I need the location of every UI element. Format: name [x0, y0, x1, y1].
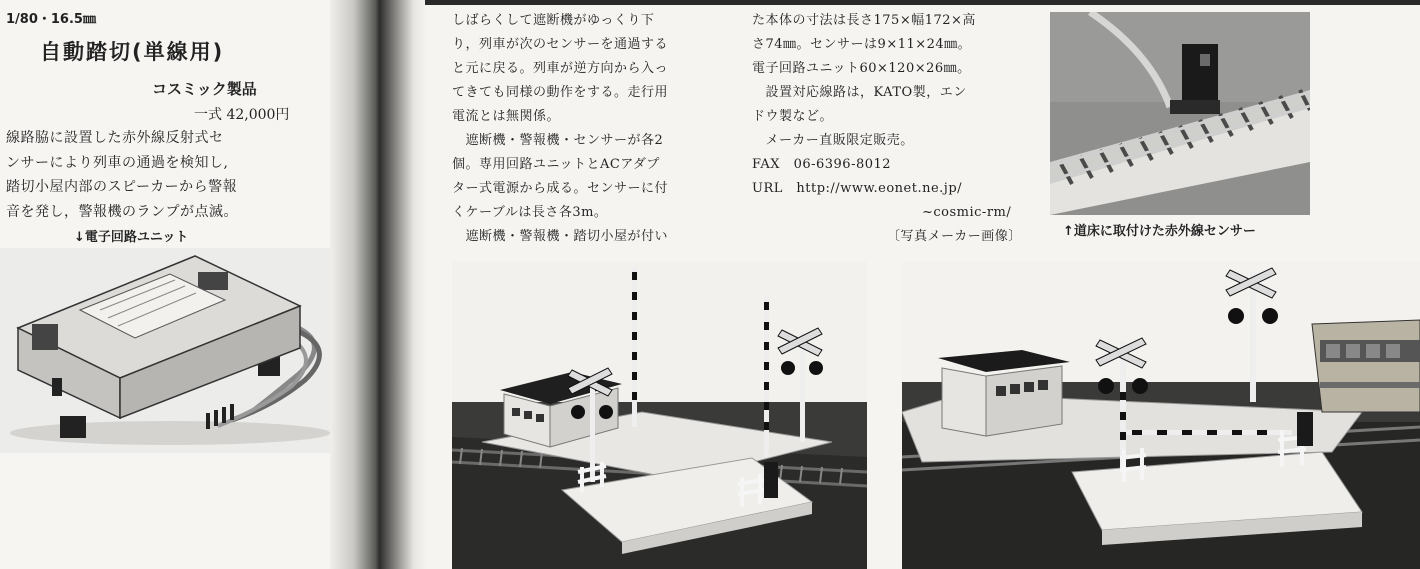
top-rule	[425, 0, 1420, 5]
url-line	[752, 177, 1022, 201]
column-line: ター式電源から成る。センサーに付	[452, 181, 669, 196]
description-line: 音を発し，警報機のランプが点滅。	[6, 203, 238, 220]
text-column-1	[452, 9, 668, 249]
column-line: 電子回路ユニット60×120×26㎜。	[752, 61, 971, 76]
column-line: くケーブルは長さ各3m。	[452, 205, 608, 220]
column-line: てきても同様の動作をする。走行用	[452, 85, 669, 100]
sensor-photo	[1050, 12, 1310, 215]
description-line: 線路脇に設置した赤外線反射式セ	[6, 130, 224, 146]
url-label: URL	[752, 181, 783, 196]
fax-line	[752, 153, 1022, 177]
fax-label: FAX	[752, 157, 781, 172]
description-line: ンサーにより列車の通過を検知し,	[6, 154, 229, 171]
sensor-photo-caption: ↑道床に取付けた赤外線センサー	[1063, 224, 1256, 239]
description-line: 踏切小屋内部のスピーカーから警報	[6, 179, 238, 195]
price: 一式 42,000円	[194, 107, 290, 123]
column-line: ドウ製など。	[752, 109, 834, 124]
column-line: と元に戻る。列車が逆方向から入っ	[452, 61, 669, 76]
circuit-unit-photo	[0, 248, 330, 453]
column-line: さ74㎜。センサーは9×11×24㎜。	[752, 37, 972, 52]
column-line: 個。専用回路ユニットとACアダプ	[452, 157, 660, 172]
url-text: http://www.eonet.ne.jp/	[796, 181, 963, 196]
crossing-photo-2	[902, 262, 1420, 569]
column-line: 遮断機・警報機・センサーが各2	[452, 133, 664, 148]
description	[6, 126, 274, 224]
maker-name: コスミック製品	[152, 80, 257, 98]
column-line: り，列車が次のセンサーを通過する	[452, 37, 669, 52]
photo-credit: 〔写真メーカー画像〕	[887, 229, 1022, 244]
column-line: メーカー直販限定販売。	[752, 133, 914, 148]
column-line: 電流とは無関係。	[452, 109, 561, 124]
scale-label: 1/80・16.5㎜	[6, 12, 96, 27]
column-line: 設置対応線路は，KATO製，エン	[752, 85, 967, 100]
column-line: 遮断機・警報機・踏切小屋が付い	[452, 229, 669, 244]
unit-photo-caption: ↓電子回路ユニット	[74, 230, 189, 245]
column-line: しばらくして遮断機がゆっくり下	[452, 13, 655, 28]
page-title: 自動踏切(単線用)	[40, 40, 225, 64]
text-column-2	[752, 9, 1022, 249]
column-line: た本体の寸法は長さ175×幅172×高	[752, 13, 976, 28]
book-gutter	[330, 0, 425, 569]
url-continued: ~cosmic-rm/	[922, 205, 1012, 220]
fax-number: 06-6396-8012	[793, 157, 892, 172]
crossing-photo-1	[452, 262, 867, 569]
